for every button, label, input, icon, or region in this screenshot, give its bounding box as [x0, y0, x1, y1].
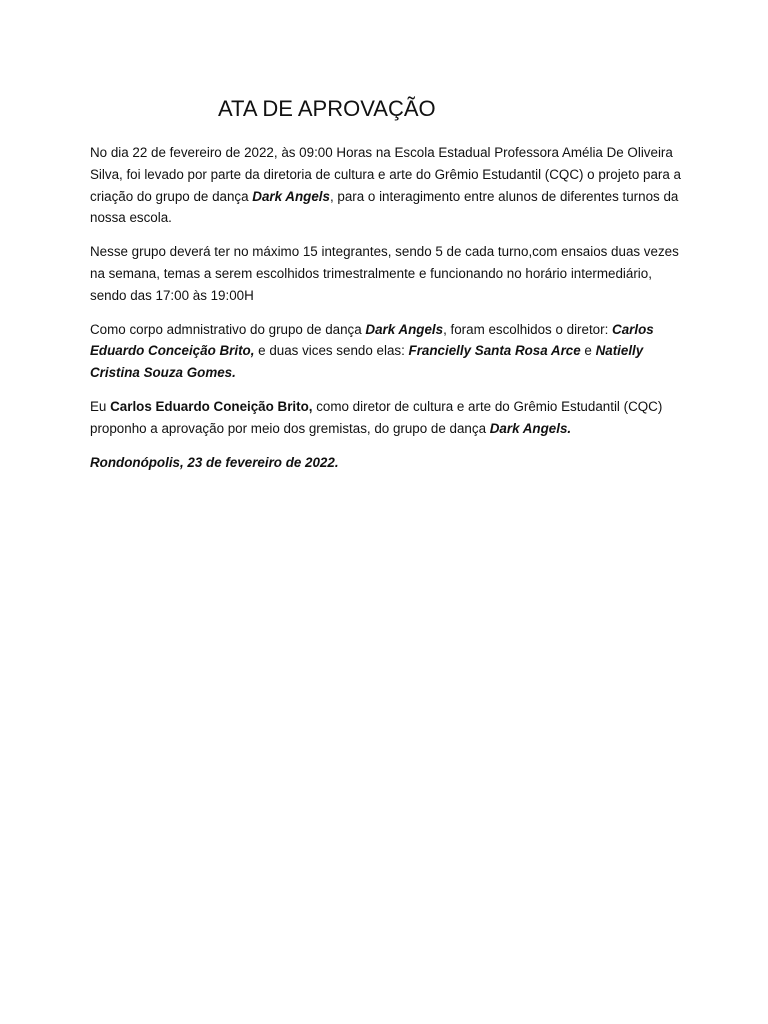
vice-name-2: Natielly Cristina Souza Gomes. — [90, 343, 644, 381]
document-title: ATA DE APROVAÇÃO — [218, 96, 436, 121]
paragraph-place-date — [90, 452, 682, 474]
paragraph-meeting-info — [90, 142, 682, 229]
text-run: Nesse grupo deverá ter no máximo 15 integrantes, sendo 5 de cada turno,com ensaios duas vezes na semana, temas a serem escolhidos trimestralmente e funcionando no horário intermediário, sendo das 17:00 às 19:00H — [90, 244, 679, 303]
group-name: Dark Angels — [252, 188, 330, 204]
text-run: , foram escolhidos o diretor: — [443, 321, 613, 337]
place-date: Rondonópolis, 23 de fevereiro de 2022. — [90, 454, 339, 470]
text-run: como diretor de cultura e arte do Grêmio Estudantil (CQC) proponho a aprovação por meio dos gremistas, do grupo de dança — [90, 398, 663, 436]
text-run: Eu — [90, 398, 111, 414]
text-run: e — [580, 343, 596, 359]
text-run: Como corpo admnistrativo do grupo de dança — [90, 321, 366, 337]
group-name: Dark Angels. — [489, 420, 572, 436]
text-run: , para o interagimento entre alunos de diferentes turnos da nossa escola. — [90, 188, 679, 226]
text-run: e duas vices sendo elas: — [254, 343, 409, 359]
proposer-name: Carlos Eduardo Coneição Brito, — [110, 398, 313, 414]
director-name: Carlos Eduardo Conceição Brito, — [90, 321, 654, 359]
text-run: No dia 22 de fevereiro de 2022, às 09:00 Horas na Escola Estadual Professora Amélia De Oliveira Silva, foi levado por parte da diretoria de cultura e arte do Grêmio Estudantil (CQC) o projeto para a criação do grupo de dança — [90, 145, 681, 204]
paragraph-proposal — [90, 396, 682, 440]
paragraph-group-rules — [90, 241, 682, 306]
paragraph-administration — [90, 319, 682, 384]
vice-name-1: Francielly Santa Rosa Arce — [408, 343, 581, 359]
group-name: Dark Angels — [365, 321, 444, 337]
document-page — [90, 94, 682, 485]
